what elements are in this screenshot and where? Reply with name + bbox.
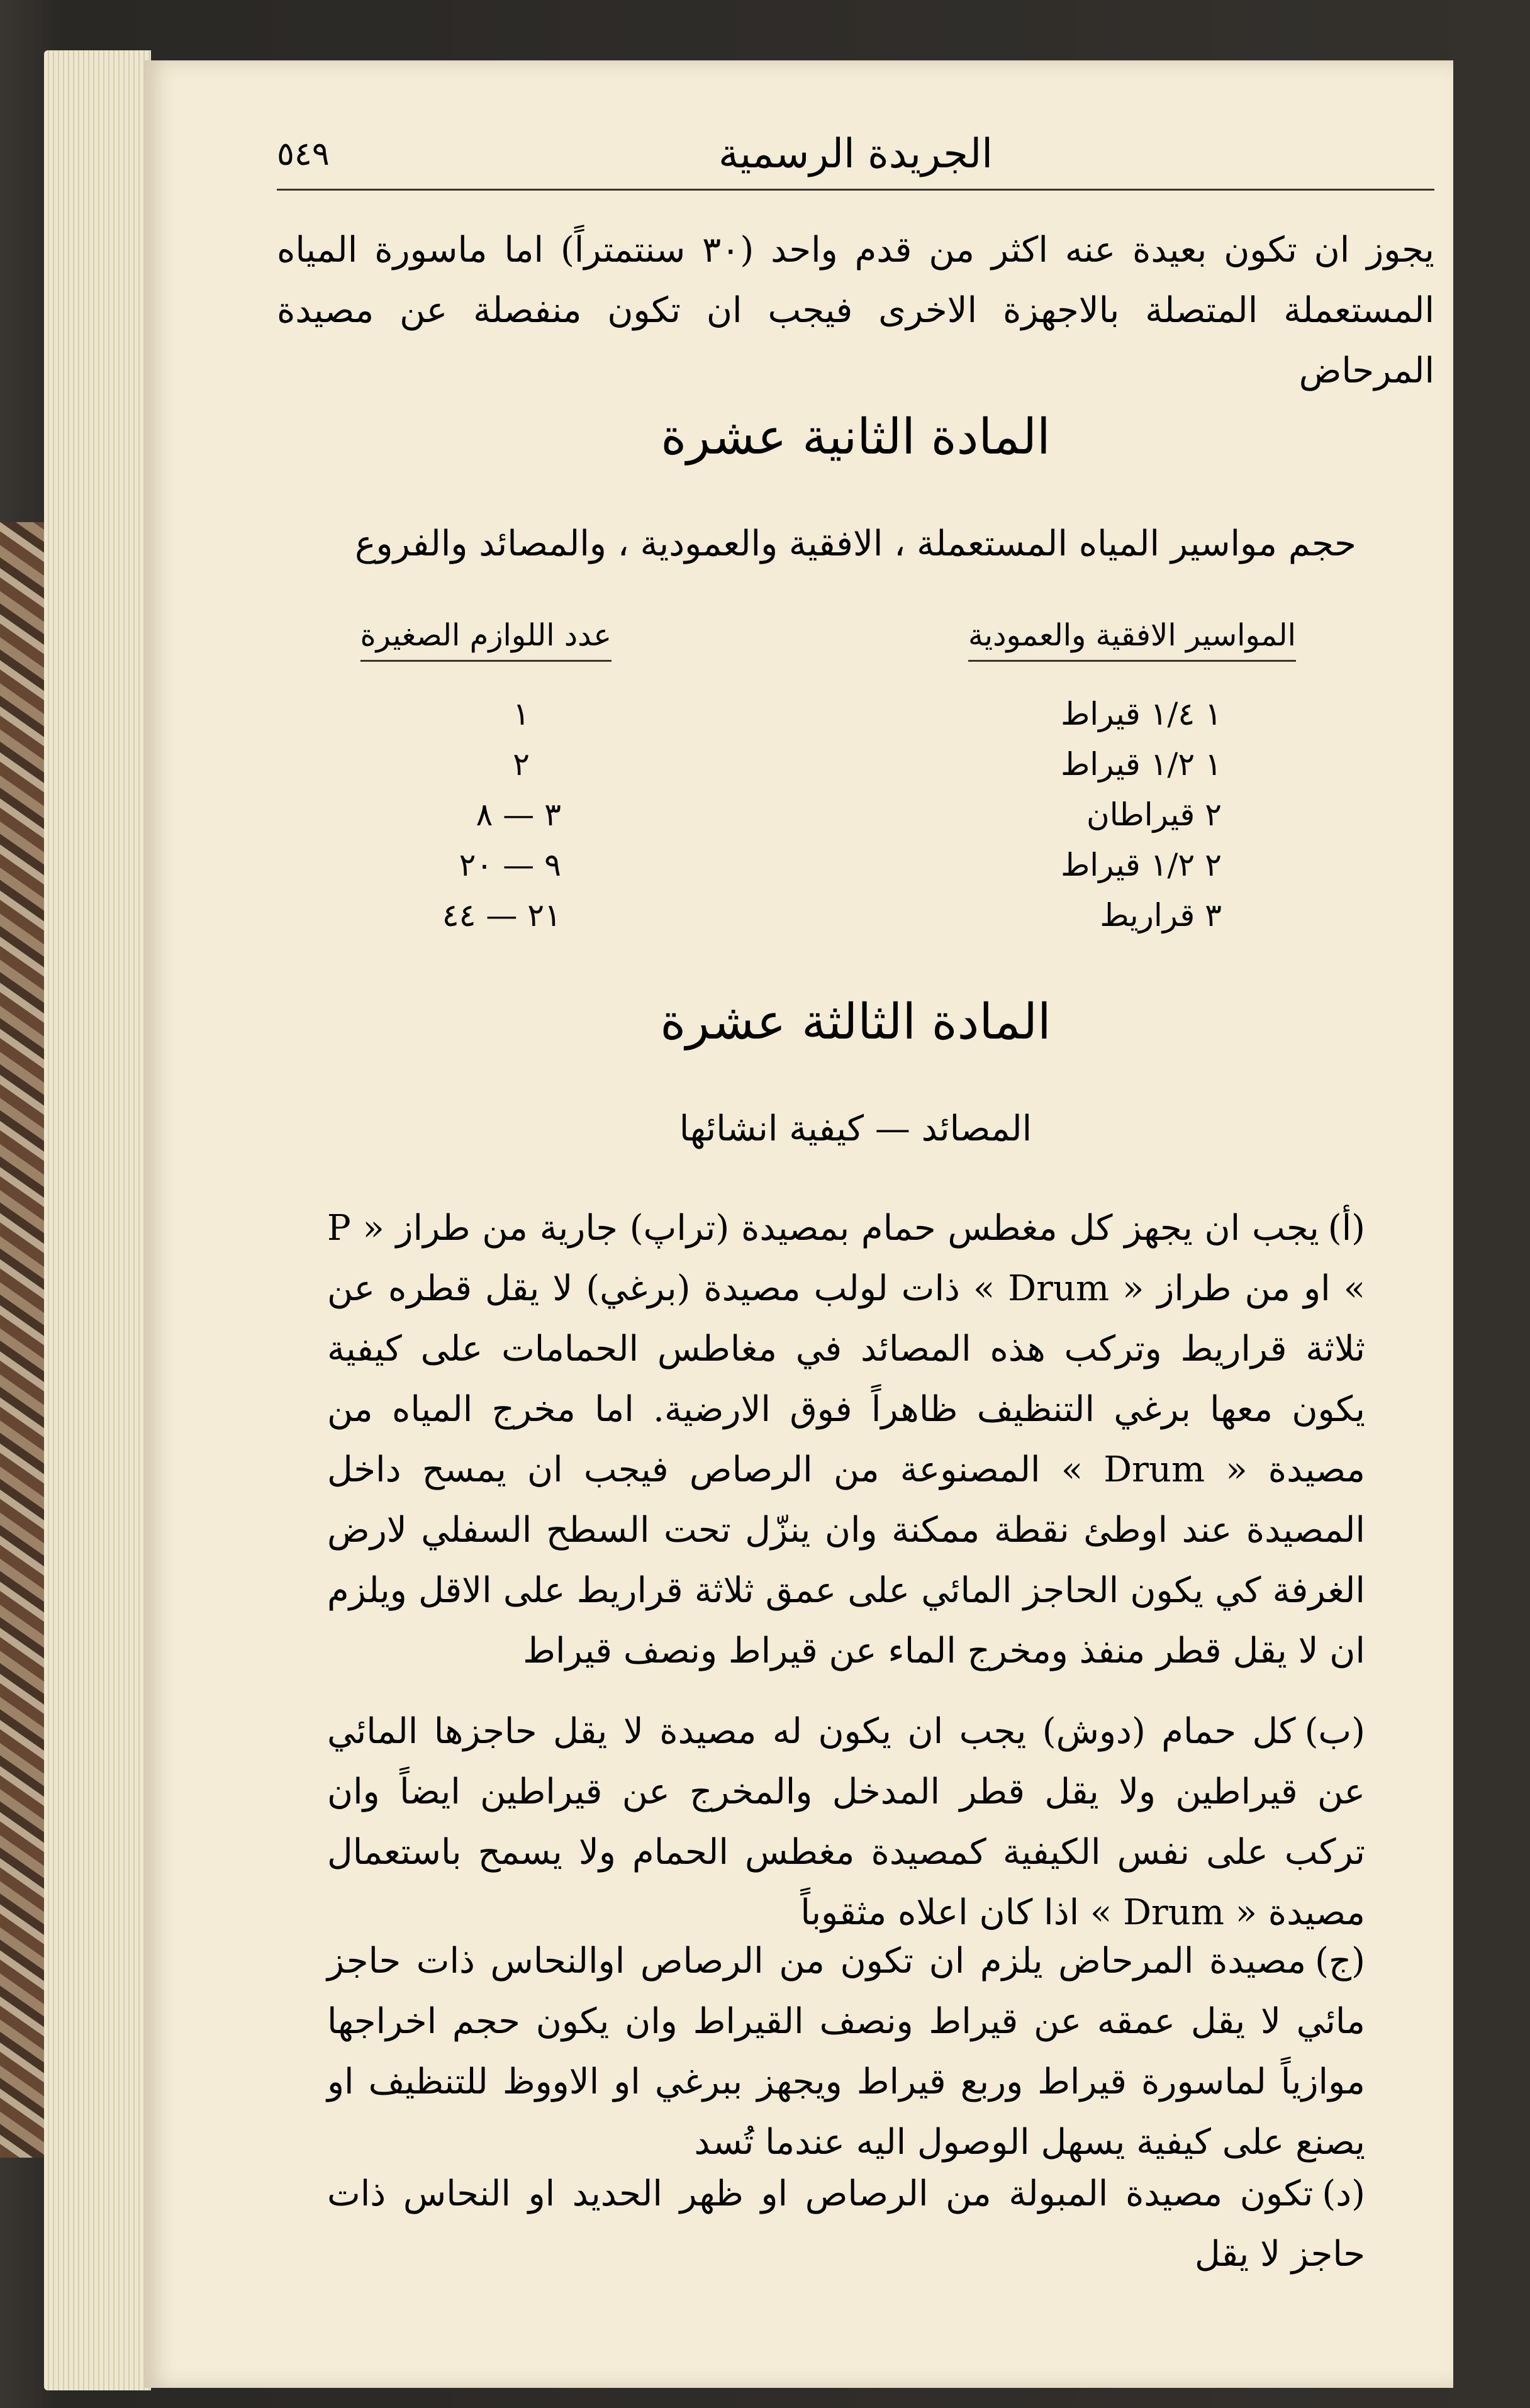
paragraph-b-label: (ب) (1304, 1711, 1365, 1752)
paragraph-d-text: تكون مصيدة المبولة من الرصاص او ظهر الحديد او النحاس ذات حاجز لا يقل (327, 2173, 1365, 2275)
pipe-size-row-3: ٢ قيراطان (1086, 796, 1222, 833)
page-number: ٥٤٩ (277, 135, 330, 173)
paragraph-a-text: يجب ان يجهز كل مغطس حمام بمصيدة (تراپ) جارية من طراز « P » او من طراز « Drum » ذات لولب مصيدة (برغي) لا يقل قطره عن ثلاثة قراريط وتركب هذه المصائد في مغاطس الحمامات على كيفية يكون معها برغي التنظيف ظاهراً فوق الارضية. اما مخرج المياه من مصيدة « Drum » المصنوعة من الرصاص فيجب ان يمسح داخل المصيدة عند اوطئ نقطة ممكنة وان ينزّل تحت السطح السفلي لارض الغرفة كي يكون الحاجز المائي على عمق ثلاثة قراريط على الاقل ويلزم ان لا يقل قطر منفذ ومخرج الماء عن قيراط ونصف قيراط (327, 1208, 1365, 1671)
fixture-count-row-2: ٢ (513, 746, 530, 783)
paragraph-c (327, 1931, 1365, 2173)
fixture-count-row-5: ٢١ — ٤٤ (442, 897, 561, 934)
article-12-title: المادة الثانية عشرة (661, 409, 1051, 465)
intro-paragraph: يجوز ان تكون بعيدة عنه اكثر من قدم واحد (٣٠ سنتمتراً) اما ماسورة المياه المستعملة المتصلة بالاجهزة الاخرى فيجب ان تكون منفصلة عن مصيدة المرحاض (277, 230, 1434, 391)
pipe-size-row-4: ٢ ١/٢ قيراط (1061, 847, 1222, 883)
article-13-title: المادة الثالثة عشرة (660, 994, 1051, 1051)
pipe-size-row-1: ١ ١/٤ قيراط (1061, 696, 1222, 732)
marbled-edge (0, 522, 49, 2158)
fixture-count-row-1: ١ (513, 696, 530, 732)
fixtures-column-header: عدد اللوازم الصغيرة (360, 613, 611, 662)
paragraph-d (327, 2164, 1365, 2285)
paragraph-d-label: (د) (1322, 2173, 1365, 2214)
paragraph-a (327, 1198, 1365, 1681)
pipe-size-row-2: ١ ١/٢ قيراط (1061, 746, 1222, 783)
page-edges (44, 50, 151, 2390)
page-header (277, 126, 1434, 191)
fixture-count-row-3: ٣ — ٨ (476, 796, 561, 833)
pipe-size-row-5: ٣ قراريط (1100, 897, 1222, 934)
article-12-subtitle: حجم مواسير المياه المستعملة ، الافقية والعمودية ، والمصائد والفروع (355, 523, 1356, 564)
paragraph-c-text: مصيدة المرحاض يلزم ان تكون من الرصاص اوالنحاس ذات حاجز مائي لا يقل عمقه عن قيراط ونصف القيراط وان يكون حجم اخراجها موازياً لماسورة قيراط وربع قيراط ويجهز ببرغي او الاووظ للتنظيف او يصنع على كيفية يسهل الوصول اليه عندما تُسد (327, 1941, 1365, 2163)
paragraph-a-label: (أ) (1327, 1208, 1365, 1249)
paragraph-c-label: (ج) (1315, 1941, 1365, 1982)
fixture-count-row-4: ٩ — ٢٠ (459, 847, 561, 883)
pipes-column-header: المواسير الافقية والعمودية (968, 613, 1296, 662)
paragraph-b (327, 1702, 1365, 1943)
journal-title: الجريدة الرسمية (718, 131, 993, 177)
article-13-subtitle: المصائد — كيفية انشائها (679, 1108, 1032, 1149)
paragraph-b-text: كل حمام (دوش) يجب ان يكون له مصيدة لا يقل حاجزها المائي عن قيراطين ولا يقل قطر المدخل والمخرج عن قيراطين ايضاً وان تركب على نفس الكيفية كمصيدة مغطس الحمام ولا يسمح باستعمال مصيدة « Drum » اذا كان اعلاه مثقوباً (327, 1711, 1365, 1933)
